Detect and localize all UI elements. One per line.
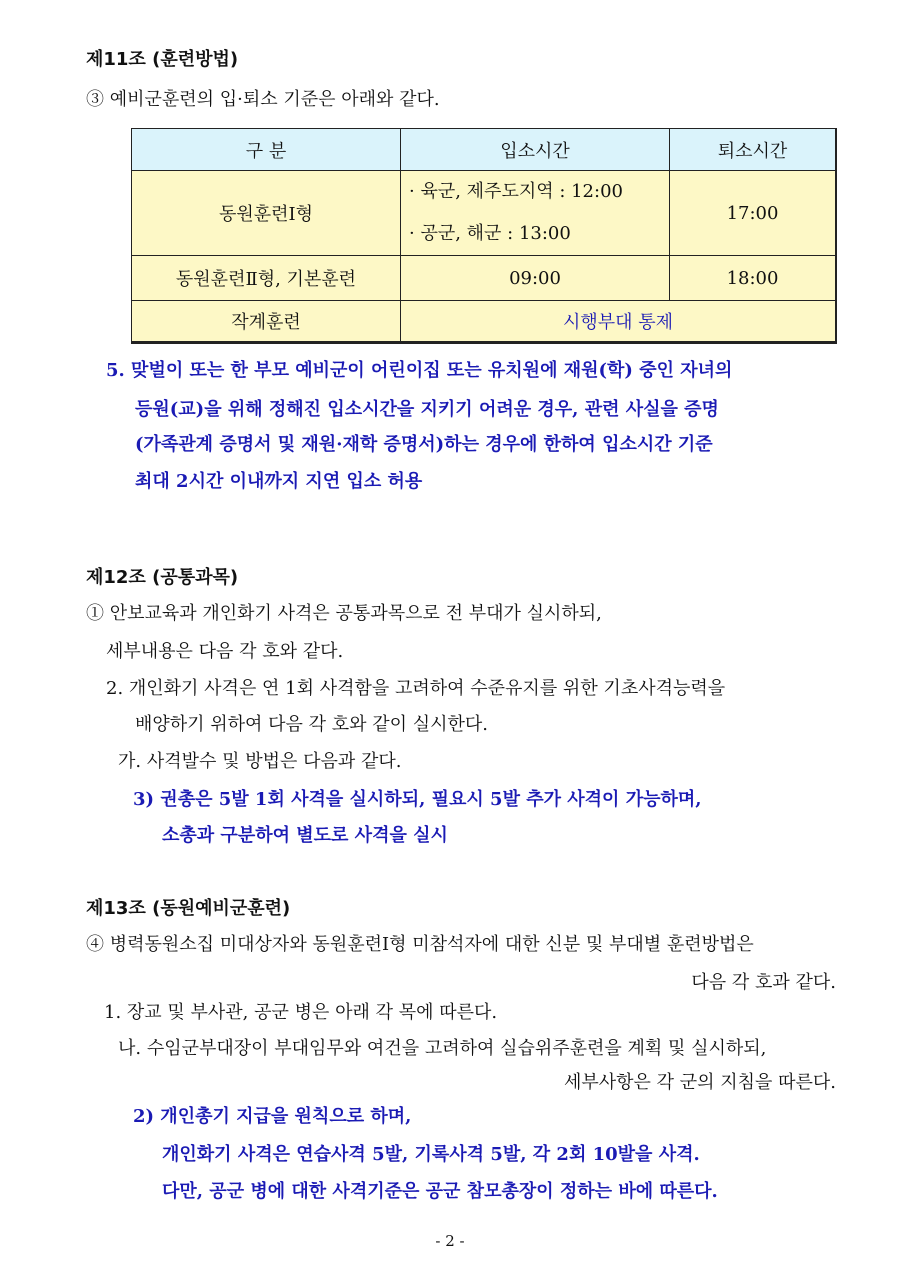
row1-entry-line1: · 육군, 제주도지역 : 12:00 [409, 181, 623, 202]
item5-line2: 등원(교)을 위해 정해진 입소시간을 지키기 어려운 경우, 관련 사실을 증명 [135, 399, 719, 420]
item5-line4: 최대 2시간 이내까지 지연 입소 허용 [135, 471, 423, 492]
header-entry-time: 입소시간 [401, 129, 670, 171]
article-12-title: 제12조 (공통과목) [86, 567, 239, 588]
row1-entry-line2: · 공군, 해군 : 13:00 [409, 223, 571, 244]
clause-3: ③ 예비군훈련의 입·퇴소 기준은 아래와 같다. [86, 89, 440, 110]
sub-na-line1: 나. 수임군부대장이 부대임무와 여건을 고려하여 실습위주훈련을 계획 및 실시하되, [118, 1038, 767, 1059]
entry-exit-time-table [131, 128, 837, 344]
row2-category: 동원훈련Ⅱ형, 기본훈련 [132, 256, 401, 301]
header-category: 구 분 [132, 129, 401, 171]
row2-entry: 09:00 [401, 256, 670, 301]
row1-exit: 17:00 [670, 171, 837, 256]
clause-1-line1: ① 안보교육과 개인화기 사격은 공통과목으로 전 부대가 실시하되, [86, 603, 602, 624]
row2-exit: 18:00 [670, 256, 837, 301]
article-11-title: 제11조 (훈련방법) [86, 49, 239, 70]
item1: 1. 장교 및 부사관, 공군 병은 아래 각 목에 따른다. [104, 1002, 498, 1023]
clause-4-line1: ④ 병력동원소집 미대상자와 동원훈련Ⅰ형 미참석자에 대한 신분 및 부대별 훈련방법은 [86, 934, 754, 955]
sub3-line2: 소총과 구분하여 별도로 사격을 실시 [162, 825, 448, 846]
header-exit-time: 퇴소시간 [670, 129, 837, 171]
sub2-line2: 개인화기 사격은 연습사격 5발, 기록사격 5발, 각 2회 10발을 사격. [162, 1144, 700, 1165]
item5-line1: 5. 맞벌이 또는 한 부모 예비군이 어린이집 또는 유치원에 재원(학) 중인 자녀의 [106, 360, 733, 381]
sub2-line3: 다만, 공군 병에 대한 사격기준은 공군 참모총장이 정하는 바에 따른다. [162, 1181, 718, 1202]
page-number: - 2 - [435, 1232, 465, 1250]
item2-line1: 2. 개인화기 사격은 연 1회 사격함을 고려하여 수준유지를 위한 기초사격능력을 [106, 678, 726, 699]
row3-entry-exit: 시행부대 통제 [401, 301, 837, 343]
sub-ga: 가. 사격발수 및 방법은 다음과 같다. [118, 751, 402, 772]
article-13-title: 제13조 (동원예비군훈련) [86, 898, 291, 919]
row1-category: 동원훈련Ⅰ형 [132, 171, 401, 256]
sub-na-line2: 세부사항은 각 군의 지침을 따른다. [563, 1072, 836, 1093]
item5-line3: (가족관계 증명서 및 재원·재학 증명서)하는 경우에 한하여 입소시간 기준 [135, 434, 713, 455]
sub3-line1: 3) 권총은 5발 1회 사격을 실시하되, 필요시 5발 추가 사격이 가능하며, [133, 789, 702, 810]
sub2-line1: 2) 개인총기 지급을 원칙으로 하며, [133, 1106, 412, 1127]
clause-4-line2: 다음 각 호과 같다. [691, 972, 836, 993]
item2-line2: 배양하기 위하여 다음 각 호와 같이 실시한다. [135, 714, 489, 735]
clause-1-line2: 세부내용은 다음 각 호와 같다. [106, 641, 344, 662]
row1-entry [401, 171, 670, 256]
row3-category: 작계훈련 [132, 301, 401, 343]
